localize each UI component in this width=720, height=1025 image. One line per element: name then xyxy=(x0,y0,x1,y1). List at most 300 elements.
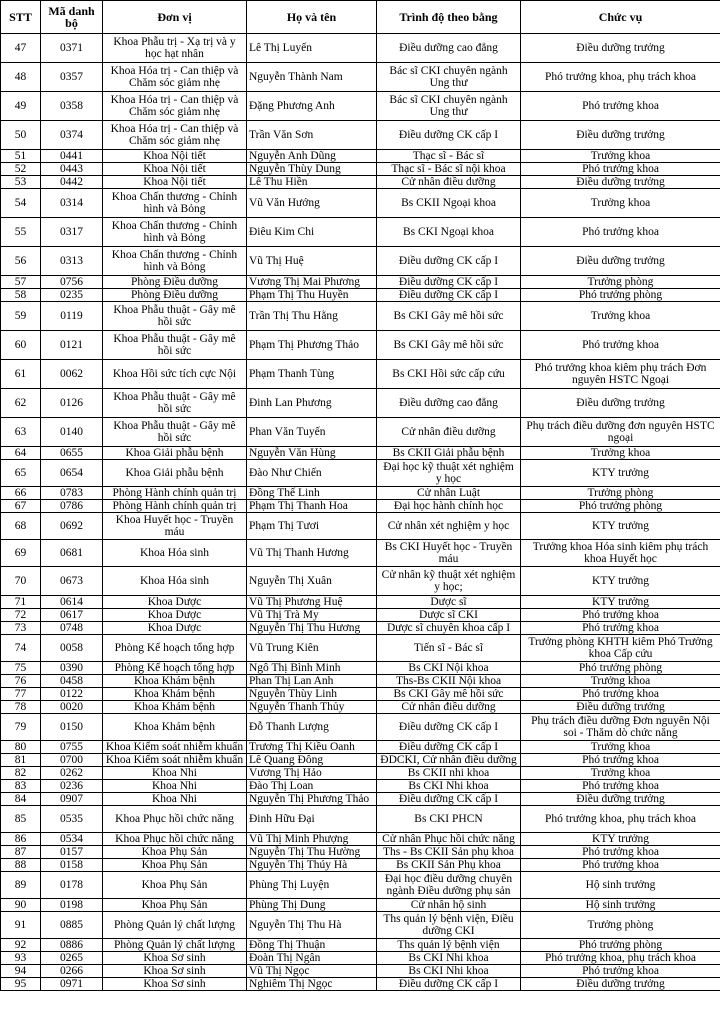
table-row xyxy=(1,806,720,833)
cell-ma-danh-bo: 0265 xyxy=(41,952,103,965)
cell-stt: 63 xyxy=(1,418,41,447)
cell-don-vi: Khoa Dược xyxy=(103,609,247,622)
cell-ma-danh-bo: 0371 xyxy=(41,34,103,63)
cell-stt: 73 xyxy=(1,622,41,635)
cell-ho-ten: Nguyễn Thị Thu Hương xyxy=(247,622,377,635)
cell-ho-ten: Phạm Thị Thu Huyền xyxy=(247,289,377,302)
cell-stt: 54 xyxy=(1,189,41,218)
cell-don-vi: Khoa Dược xyxy=(103,596,247,609)
cell-ma-danh-bo: 0681 xyxy=(41,540,103,567)
cell-ma-danh-bo: 0313 xyxy=(41,247,103,276)
cell-don-vi: Khoa Nhi xyxy=(103,780,247,793)
cell-don-vi: Phòng Kế hoạch tổng hợp xyxy=(103,662,247,675)
cell-stt: 76 xyxy=(1,675,41,688)
table-row xyxy=(1,767,720,780)
cell-ho-ten: Nghiêm Thị Ngọc xyxy=(247,978,377,991)
cell-ho-ten: Nguyễn Thị Xuân xyxy=(247,567,377,596)
cell-ho-ten: Nguyễn Văn Hùng xyxy=(247,447,377,460)
cell-don-vi: Khoa Hồi sức tích cực Nội xyxy=(103,360,247,389)
cell-ho-ten: Nguyễn Thanh Thủy xyxy=(247,701,377,714)
cell-don-vi: Khoa Phục hồi chức năng xyxy=(103,833,247,846)
cell-don-vi: Khoa Sơ sinh xyxy=(103,965,247,978)
cell-don-vi: Khoa Phẫu thuật - Gây mê hồi sức xyxy=(103,302,247,331)
cell-ma-danh-bo: 0617 xyxy=(41,609,103,622)
cell-ma-danh-bo: 0317 xyxy=(41,218,103,247)
cell-don-vi: Khoa Phẫu thuật - Gây mê hồi sức xyxy=(103,389,247,418)
cell-stt: 59 xyxy=(1,302,41,331)
cell-don-vi: Khoa Nội tiết xyxy=(103,163,247,176)
cell-stt: 71 xyxy=(1,596,41,609)
cell-stt: 61 xyxy=(1,360,41,389)
table-row xyxy=(1,635,720,662)
header-stt: STT xyxy=(1,1,41,34)
cell-ma-danh-bo: 0786 xyxy=(41,500,103,513)
cell-ho-ten: Vũ Thị Phương Huệ xyxy=(247,596,377,609)
table-header xyxy=(1,1,720,34)
cell-trinh-do: Bs CKI Nhi khoa xyxy=(377,965,521,978)
cell-ho-ten: Phùng Thị Dung xyxy=(247,899,377,912)
cell-don-vi: Khoa Nội tiết xyxy=(103,176,247,189)
cell-chuc-vu: Phó trưởng khoa xyxy=(521,218,720,247)
cell-ho-ten: Nguyễn Thành Nam xyxy=(247,63,377,92)
cell-chuc-vu: Điều dưỡng trưởng xyxy=(521,121,720,150)
cell-trinh-do: Điều dưỡng cao đẳng xyxy=(377,34,521,63)
cell-ma-danh-bo: 0748 xyxy=(41,622,103,635)
cell-ho-ten: Trần Văn Sơn xyxy=(247,121,377,150)
cell-ma-danh-bo: 0441 xyxy=(41,150,103,163)
cell-don-vi: Khoa Chấn thương - Chỉnh hình và Bỏng xyxy=(103,218,247,247)
cell-chuc-vu: Phó trưởng khoa xyxy=(521,965,720,978)
table-row xyxy=(1,289,720,302)
cell-trinh-do: Điều dưỡng CK cấp I xyxy=(377,289,521,302)
cell-don-vi: Khoa Khám bệnh xyxy=(103,688,247,701)
cell-chuc-vu: Trưởng khoa xyxy=(521,675,720,688)
cell-trinh-do: Bác sĩ CKI chuyên ngành Ung thư xyxy=(377,63,521,92)
cell-ma-danh-bo: 0058 xyxy=(41,635,103,662)
cell-trinh-do: Điều dưỡng cao đẳng xyxy=(377,389,521,418)
table-row xyxy=(1,447,720,460)
cell-ma-danh-bo: 0121 xyxy=(41,331,103,360)
cell-ma-danh-bo: 0235 xyxy=(41,289,103,302)
table-row xyxy=(1,596,720,609)
table-row xyxy=(1,460,720,487)
cell-stt: 86 xyxy=(1,833,41,846)
cell-don-vi: Khoa Hóa sinh xyxy=(103,540,247,567)
table-row xyxy=(1,63,720,92)
table-row xyxy=(1,688,720,701)
cell-ma-danh-bo: 0236 xyxy=(41,780,103,793)
cell-trinh-do: Cử nhân điều dưỡng xyxy=(377,701,521,714)
cell-stt: 52 xyxy=(1,163,41,176)
table-row xyxy=(1,978,720,991)
cell-chuc-vu: Phó trưởng khoa xyxy=(521,688,720,701)
cell-stt: 91 xyxy=(1,912,41,939)
table-row xyxy=(1,302,720,331)
cell-ho-ten: Nguyễn Thị Thu Hà xyxy=(247,912,377,939)
cell-chuc-vu: Hộ sinh trưởng xyxy=(521,872,720,899)
cell-stt: 77 xyxy=(1,688,41,701)
table-row xyxy=(1,92,720,121)
cell-ho-ten: Vũ Thị Huệ xyxy=(247,247,377,276)
cell-trinh-do: Ths quản lý bệnh viện xyxy=(377,939,521,952)
cell-stt: 67 xyxy=(1,500,41,513)
table-row xyxy=(1,218,720,247)
cell-stt: 66 xyxy=(1,487,41,500)
table-row xyxy=(1,754,720,767)
cell-ma-danh-bo: 0150 xyxy=(41,714,103,741)
cell-trinh-do: Đại học điều dưỡng chuyên ngành Điều dưỡng phụ sản xyxy=(377,872,521,899)
cell-ho-ten: Đào Thị Loan xyxy=(247,780,377,793)
cell-stt: 70 xyxy=(1,567,41,596)
cell-ma-danh-bo: 0673 xyxy=(41,567,103,596)
table-row xyxy=(1,331,720,360)
cell-don-vi: Khoa Phẫu trị - Xạ trị và y học hạt nhân xyxy=(103,34,247,63)
cell-chuc-vu: Phó trưởng khoa xyxy=(521,331,720,360)
cell-trinh-do: Cử nhân Luật xyxy=(377,487,521,500)
cell-chuc-vu: Trưởng phòng KHTH kiêm Phó Trưởng khoa Cấp cứu xyxy=(521,635,720,662)
cell-ho-ten: Nguyễn Thùy Linh xyxy=(247,688,377,701)
cell-ho-ten: Đoàn Thị Ngân xyxy=(247,952,377,965)
cell-ma-danh-bo: 0358 xyxy=(41,92,103,121)
cell-ho-ten: Vương Thị Hảo xyxy=(247,767,377,780)
table-row xyxy=(1,662,720,675)
cell-trinh-do: Bs CKI Hồi sức cấp cứu xyxy=(377,360,521,389)
cell-don-vi: Khoa Phụ Sản xyxy=(103,899,247,912)
cell-don-vi: Khoa Phụ Sản xyxy=(103,872,247,899)
cell-trinh-do: Bs CKI Huyết học - Truyền máu xyxy=(377,540,521,567)
cell-ho-ten: Phùng Thị Luyện xyxy=(247,872,377,899)
cell-chuc-vu: KTY trưởng xyxy=(521,567,720,596)
cell-ma-danh-bo: 0374 xyxy=(41,121,103,150)
cell-stt: 85 xyxy=(1,806,41,833)
cell-stt: 48 xyxy=(1,63,41,92)
cell-chuc-vu: Phó trưởng phòng xyxy=(521,500,720,513)
cell-trinh-do: Điều dưỡng CK cấp I xyxy=(377,276,521,289)
cell-stt: 51 xyxy=(1,150,41,163)
cell-trinh-do: Bs CKI Ngoại khoa xyxy=(377,218,521,247)
table-row xyxy=(1,487,720,500)
cell-don-vi: Khoa Phụ Sản xyxy=(103,859,247,872)
cell-trinh-do: Cử nhân kỹ thuật xét nghiệm y học; xyxy=(377,567,521,596)
cell-stt: 88 xyxy=(1,859,41,872)
cell-ho-ten: Vũ Trung Kiên xyxy=(247,635,377,662)
cell-trinh-do: Bs CKI Nội khoa xyxy=(377,662,521,675)
cell-ho-ten: Nguyễn Thị Thúy Hà xyxy=(247,859,377,872)
cell-ho-ten: Nguyễn Thùy Dung xyxy=(247,163,377,176)
cell-ma-danh-bo: 0198 xyxy=(41,899,103,912)
table-row xyxy=(1,846,720,859)
cell-chuc-vu: Trưởng phòng xyxy=(521,912,720,939)
cell-trinh-do: Cử nhân Phục hồi chức năng xyxy=(377,833,521,846)
cell-ho-ten: Đỗ Thanh Lượng xyxy=(247,714,377,741)
table-row xyxy=(1,965,720,978)
cell-trinh-do: Thạc sĩ - Bác sĩ nội khoa xyxy=(377,163,521,176)
cell-stt: 89 xyxy=(1,872,41,899)
cell-chuc-vu: Phó trưởng khoa, phụ trách khoa xyxy=(521,63,720,92)
table-row xyxy=(1,247,720,276)
cell-trinh-do: Bác sĩ CKI chuyên ngành Ung thư xyxy=(377,92,521,121)
cell-chuc-vu: Điều dưỡng trưởng xyxy=(521,389,720,418)
cell-trinh-do: Bs CKI Nhi khoa xyxy=(377,780,521,793)
cell-stt: 55 xyxy=(1,218,41,247)
cell-ho-ten: Lê Thị Luyến xyxy=(247,34,377,63)
cell-trinh-do: Bs CKII Sản Phụ khoa xyxy=(377,859,521,872)
cell-chuc-vu: Phụ trách điều dưỡng đơn nguyên HSTC ngoại xyxy=(521,418,720,447)
cell-don-vi: Khoa Giải phẫu bệnh xyxy=(103,447,247,460)
cell-chuc-vu: Trưởng khoa xyxy=(521,447,720,460)
table-row xyxy=(1,500,720,513)
cell-ho-ten: Vũ Thị Trà My xyxy=(247,609,377,622)
table-row xyxy=(1,609,720,622)
cell-trinh-do: Bs CKII nhi khoa xyxy=(377,767,521,780)
cell-trinh-do: Bs CKI PHCN xyxy=(377,806,521,833)
cell-trinh-do: Tiến sĩ - Bác sĩ xyxy=(377,635,521,662)
cell-ma-danh-bo: 0126 xyxy=(41,389,103,418)
cell-ma-danh-bo: 0262 xyxy=(41,767,103,780)
table-row xyxy=(1,163,720,176)
table-row xyxy=(1,872,720,899)
cell-ho-ten: Ngô Thị Bình Minh xyxy=(247,662,377,675)
cell-ho-ten: Phạm Thị Phương Thảo xyxy=(247,331,377,360)
cell-don-vi: Phòng Hành chính quản trị xyxy=(103,500,247,513)
cell-chuc-vu: Trưởng phòng xyxy=(521,276,720,289)
header-chuc-vu: Chức vụ xyxy=(521,1,720,34)
cell-don-vi: Khoa Hóa sinh xyxy=(103,567,247,596)
cell-stt: 47 xyxy=(1,34,41,63)
cell-trinh-do: Điều dưỡng CK cấp I xyxy=(377,978,521,991)
cell-don-vi: Khoa Huyết học - Truyền máu xyxy=(103,513,247,540)
cell-ho-ten: Vũ Văn Hướng xyxy=(247,189,377,218)
cell-ho-ten: Nguyễn Anh Dũng xyxy=(247,150,377,163)
cell-ho-ten: Vũ Thị Ngọc xyxy=(247,965,377,978)
cell-ma-danh-bo: 0654 xyxy=(41,460,103,487)
cell-stt: 56 xyxy=(1,247,41,276)
cell-don-vi: Khoa Hóa trị - Can thiệp và Chăm sóc giảm nhẹ xyxy=(103,121,247,150)
cell-ho-ten: Đồng Thế Linh xyxy=(247,487,377,500)
cell-stt: 64 xyxy=(1,447,41,460)
cell-chuc-vu: Trưởng khoa xyxy=(521,189,720,218)
cell-stt: 78 xyxy=(1,701,41,714)
cell-don-vi: Khoa Nhi xyxy=(103,793,247,806)
cell-don-vi: Phòng Điều dưỡng xyxy=(103,289,247,302)
cell-don-vi: Khoa Chấn thương - Chỉnh hình và Bỏng xyxy=(103,189,247,218)
cell-stt: 58 xyxy=(1,289,41,302)
table-row xyxy=(1,540,720,567)
cell-stt: 87 xyxy=(1,846,41,859)
cell-ma-danh-bo: 0266 xyxy=(41,965,103,978)
table-row xyxy=(1,675,720,688)
cell-stt: 79 xyxy=(1,714,41,741)
cell-ho-ten: Lê Quang Đông xyxy=(247,754,377,767)
cell-chuc-vu: Trưởng khoa xyxy=(521,741,720,754)
header-ma-danh-bo: Mã danh bộ xyxy=(41,1,103,34)
cell-chuc-vu: Phó trưởng phòng xyxy=(521,289,720,302)
cell-don-vi: Phòng Điều dưỡng xyxy=(103,276,247,289)
cell-don-vi: Khoa Hóa trị - Can thiệp và Chăm sóc giảm nhẹ xyxy=(103,92,247,121)
cell-ma-danh-bo: 0178 xyxy=(41,872,103,899)
cell-ho-ten: Điêu Kim Chi xyxy=(247,218,377,247)
header-ho-ten: Họ và tên xyxy=(247,1,377,34)
cell-ma-danh-bo: 0158 xyxy=(41,859,103,872)
cell-stt: 72 xyxy=(1,609,41,622)
cell-chuc-vu: Phó trưởng khoa xyxy=(521,846,720,859)
cell-stt: 49 xyxy=(1,92,41,121)
cell-ho-ten: Phan Thị Lan Anh xyxy=(247,675,377,688)
cell-ma-danh-bo: 0885 xyxy=(41,912,103,939)
cell-chuc-vu: Phó trưởng khoa xyxy=(521,754,720,767)
cell-ho-ten: Đặng Phương Anh xyxy=(247,92,377,121)
cell-trinh-do: Cử nhân điều dưỡng xyxy=(377,418,521,447)
cell-ma-danh-bo: 0756 xyxy=(41,276,103,289)
cell-ho-ten: Vũ Thị Thanh Hương xyxy=(247,540,377,567)
cell-stt: 81 xyxy=(1,754,41,767)
cell-trinh-do: Cử nhân hộ sinh xyxy=(377,899,521,912)
cell-don-vi: Phòng Quản lý chất lượng xyxy=(103,939,247,952)
cell-ma-danh-bo: 0655 xyxy=(41,447,103,460)
cell-chuc-vu: Phó trưởng khoa xyxy=(521,780,720,793)
cell-don-vi: Khoa Giải phẫu bệnh xyxy=(103,460,247,487)
cell-ho-ten: Nguyễn Thị Thu Hường xyxy=(247,846,377,859)
cell-ma-danh-bo: 0614 xyxy=(41,596,103,609)
cell-stt: 75 xyxy=(1,662,41,675)
cell-don-vi: Phòng Hành chính quản trị xyxy=(103,487,247,500)
cell-don-vi: Khoa Nhi xyxy=(103,767,247,780)
cell-don-vi: Khoa Phục hồi chức năng xyxy=(103,806,247,833)
cell-ma-danh-bo: 0535 xyxy=(41,806,103,833)
cell-stt: 69 xyxy=(1,540,41,567)
cell-chuc-vu: Phó trưởng khoa, phụ trách khoa xyxy=(521,806,720,833)
cell-don-vi: Khoa Khám bệnh xyxy=(103,714,247,741)
cell-ho-ten: Phan Văn Tuyến xyxy=(247,418,377,447)
cell-ho-ten: Lê Thu Hiền xyxy=(247,176,377,189)
cell-chuc-vu: Phó trưởng khoa, phụ trách khoa xyxy=(521,952,720,965)
cell-trinh-do: Điều dưỡng CK cấp I xyxy=(377,793,521,806)
cell-ho-ten: Trần Thị Thu Hằng xyxy=(247,302,377,331)
cell-don-vi: Khoa Sơ sinh xyxy=(103,978,247,991)
cell-trinh-do: ĐDCKI, Cử nhân điều dưỡng xyxy=(377,754,521,767)
cell-don-vi: Khoa Hóa trị - Can thiệp và Chăm sóc giảm nhẹ xyxy=(103,63,247,92)
table-row xyxy=(1,418,720,447)
cell-ma-danh-bo: 0442 xyxy=(41,176,103,189)
cell-don-vi: Khoa Khám bệnh xyxy=(103,675,247,688)
cell-ma-danh-bo: 0886 xyxy=(41,939,103,952)
cell-chuc-vu: Phó trưởng khoa xyxy=(521,92,720,121)
cell-chuc-vu: Trưởng phòng xyxy=(521,487,720,500)
cell-ho-ten: Đinh Lan Phương xyxy=(247,389,377,418)
cell-chuc-vu: Điều dưỡng trưởng xyxy=(521,793,720,806)
cell-stt: 95 xyxy=(1,978,41,991)
cell-ma-danh-bo: 0140 xyxy=(41,418,103,447)
cell-ma-danh-bo: 0692 xyxy=(41,513,103,540)
cell-ho-ten: Phạm Thị Thanh Hoa xyxy=(247,500,377,513)
cell-trinh-do: Bs CKII Ngoại khoa xyxy=(377,189,521,218)
cell-chuc-vu: KTY trưởng xyxy=(521,596,720,609)
cell-ho-ten: Trương Thị Kiều Oanh xyxy=(247,741,377,754)
cell-don-vi: Khoa Phẫu thuật - Gây mê hồi sức xyxy=(103,418,247,447)
table-row xyxy=(1,389,720,418)
header-trinh-do: Trình độ theo bằng xyxy=(377,1,521,34)
cell-trinh-do: Cử nhân điều dưỡng xyxy=(377,176,521,189)
table-row xyxy=(1,952,720,965)
cell-trinh-do: Dược sĩ CKI xyxy=(377,609,521,622)
table-row xyxy=(1,121,720,150)
cell-trinh-do: Điều dưỡng CK cấp I xyxy=(377,741,521,754)
cell-stt: 53 xyxy=(1,176,41,189)
cell-chuc-vu: Phó trưởng phòng xyxy=(521,662,720,675)
cell-chuc-vu: Phó trưởng khoa xyxy=(521,163,720,176)
table-row xyxy=(1,741,720,754)
table-row xyxy=(1,833,720,846)
cell-ma-danh-bo: 0700 xyxy=(41,754,103,767)
cell-stt: 57 xyxy=(1,276,41,289)
cell-chuc-vu: Trưởng khoa Hóa sinh kiêm phụ trách khoa Huyết học xyxy=(521,540,720,567)
cell-chuc-vu: Phó trưởng khoa xyxy=(521,609,720,622)
cell-don-vi: Phòng Quản lý chất lượng xyxy=(103,912,247,939)
cell-ma-danh-bo: 0755 xyxy=(41,741,103,754)
cell-chuc-vu: Điều dưỡng trưởng xyxy=(521,176,720,189)
table-row xyxy=(1,189,720,218)
cell-chuc-vu: KTY trưởng xyxy=(521,460,720,487)
cell-chuc-vu: Điều dưỡng trưởng xyxy=(521,34,720,63)
cell-ho-ten: Vũ Thị Minh Phượng xyxy=(247,833,377,846)
cell-chuc-vu: Điều dưỡng trưởng xyxy=(521,701,720,714)
cell-ho-ten: Phạm Thị Tươi xyxy=(247,513,377,540)
cell-ho-ten: Nguyễn Thị Phương Thảo xyxy=(247,793,377,806)
cell-ma-danh-bo: 0062 xyxy=(41,360,103,389)
table-row xyxy=(1,793,720,806)
cell-ma-danh-bo: 0314 xyxy=(41,189,103,218)
cell-ho-ten: Đinh Hữu Đại xyxy=(247,806,377,833)
cell-stt: 93 xyxy=(1,952,41,965)
cell-ma-danh-bo: 0390 xyxy=(41,662,103,675)
cell-trinh-do: Điều dưỡng CK cấp I xyxy=(377,121,521,150)
cell-stt: 50 xyxy=(1,121,41,150)
table-row xyxy=(1,899,720,912)
cell-trinh-do: Bs CKII Giải phẫu bệnh xyxy=(377,447,521,460)
cell-ma-danh-bo: 0971 xyxy=(41,978,103,991)
cell-stt: 74 xyxy=(1,635,41,662)
cell-trinh-do: Bs CKI Nhi khoa xyxy=(377,952,521,965)
cell-don-vi: Khoa Sơ sinh xyxy=(103,952,247,965)
table-row xyxy=(1,176,720,189)
cell-chuc-vu: KTY trưởng xyxy=(521,833,720,846)
cell-chuc-vu: Trưởng khoa xyxy=(521,302,720,331)
cell-ma-danh-bo: 0907 xyxy=(41,793,103,806)
cell-stt: 84 xyxy=(1,793,41,806)
cell-stt: 94 xyxy=(1,965,41,978)
cell-stt: 90 xyxy=(1,899,41,912)
table-row xyxy=(1,622,720,635)
cell-stt: 80 xyxy=(1,741,41,754)
cell-trinh-do: Điều dưỡng CK cấp I xyxy=(377,247,521,276)
table-row xyxy=(1,714,720,741)
cell-chuc-vu: Phó trưởng khoa xyxy=(521,859,720,872)
cell-stt: 60 xyxy=(1,331,41,360)
cell-ma-danh-bo: 0157 xyxy=(41,846,103,859)
cell-chuc-vu: Trưởng khoa xyxy=(521,767,720,780)
table-row xyxy=(1,567,720,596)
cell-trinh-do: Bs CKI Gây mê hồi sức xyxy=(377,688,521,701)
cell-trinh-do: Ths-Bs CKII Nội khoa xyxy=(377,675,521,688)
cell-trinh-do: Ths quản lý bệnh viện, Điều dưỡng CKI xyxy=(377,912,521,939)
cell-ma-danh-bo: 0783 xyxy=(41,487,103,500)
cell-ho-ten: Phạm Thanh Tùng xyxy=(247,360,377,389)
table-row xyxy=(1,859,720,872)
table-row xyxy=(1,276,720,289)
cell-trinh-do: Cử nhân xét nghiệm y học xyxy=(377,513,521,540)
table-row xyxy=(1,939,720,952)
cell-stt: 65 xyxy=(1,460,41,487)
